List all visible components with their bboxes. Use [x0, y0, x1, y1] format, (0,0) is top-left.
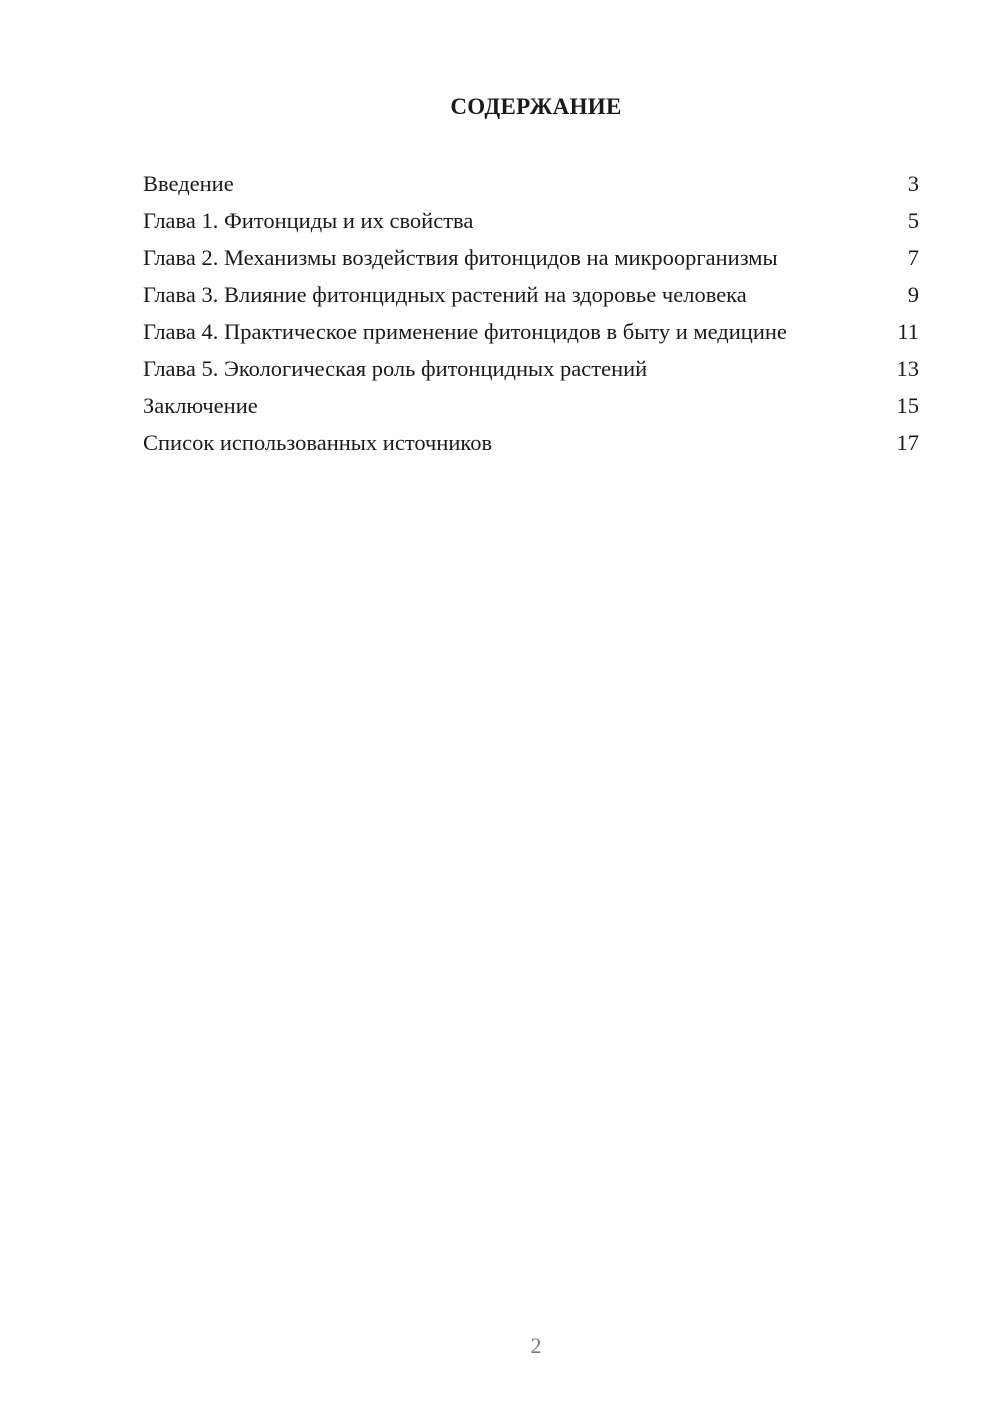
toc-entry-page: 11 [897, 319, 919, 344]
toc-entry-references [143, 429, 919, 457]
toc-entry-title: Глава 1. Фитонциды и их свойства [143, 208, 474, 233]
toc-entry-title: Список использованных источников [143, 430, 493, 455]
toc-entry-title: Глава 2. Механизмы воздействия фитонцидов на микроорганизмы [143, 245, 778, 270]
toc-entry-title: Глава 3. Влияние фитонцидных растений на здоровье человека [143, 282, 747, 307]
toc-entry-introduction [143, 170, 919, 198]
page-title: СОДЕРЖАНИЕ [450, 94, 622, 119]
toc-entry-page: 9 [907, 282, 919, 307]
toc-entry-page: 7 [907, 245, 919, 270]
toc-entry-conclusion [143, 392, 919, 420]
table-of-contents [143, 170, 919, 466]
toc-entry-page: 5 [907, 208, 919, 233]
toc-entry-page: 13 [896, 356, 919, 381]
page-number: 2 [530, 1333, 542, 1358]
toc-entry-title: Заключение [143, 393, 258, 418]
toc-entry-chapter-2 [143, 244, 919, 272]
toc-entry-page: 15 [896, 393, 919, 418]
toc-entry-page: 17 [896, 430, 919, 455]
toc-entry-title: Введение [143, 171, 234, 196]
toc-entry-chapter-4 [143, 318, 919, 346]
toc-entry-chapter-5 [143, 355, 919, 383]
toc-entry-chapter-3 [143, 281, 919, 309]
toc-entry-title: Глава 4. Практическое применение фитонцидов в быту и медицине [143, 319, 787, 344]
toc-entry-chapter-1 [143, 207, 919, 235]
toc-entry-page: 3 [907, 171, 919, 196]
toc-entry-title: Глава 5. Экологическая роль фитонцидных растений [143, 356, 648, 381]
